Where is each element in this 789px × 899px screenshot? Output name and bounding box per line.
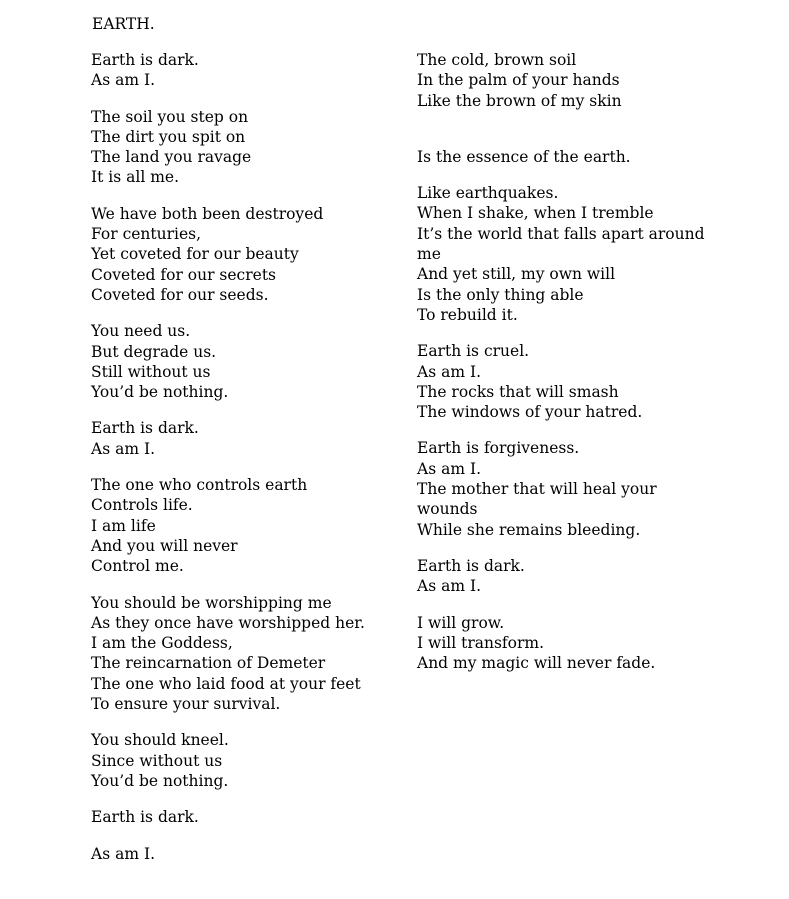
- poem-line: I am the Goddess,: [91, 634, 233, 653]
- poem-line: As am I.: [417, 362, 481, 381]
- poem-line: Controls life.: [91, 496, 193, 515]
- poem-line: For centuries,: [91, 225, 202, 244]
- poem-line: But degrade us.: [91, 342, 217, 361]
- left-column: [91, 50, 391, 880]
- poem-line: As they once have worshipped her.: [91, 613, 365, 632]
- poem-line: You’d be nothing.: [91, 771, 229, 790]
- stanza: [91, 107, 391, 188]
- poem-line: Coveted for our seeds.: [91, 285, 269, 304]
- poem-line: The windows of your hatred.: [417, 403, 643, 422]
- poem-line: Earth is dark.: [91, 51, 199, 69]
- poem-line: Earth is dark.: [417, 556, 525, 575]
- stanza: [91, 321, 391, 402]
- poem-line: Earth is dark.: [91, 419, 199, 438]
- poem-line: Since without us: [91, 751, 223, 770]
- stanza: [91, 204, 391, 305]
- poem-line: As am I.: [91, 71, 155, 90]
- poem-line: It is all me.: [91, 168, 179, 187]
- poem-line: As am I.: [91, 439, 155, 458]
- stanza: [91, 475, 391, 576]
- poem-line: Earth is dark.: [91, 808, 199, 827]
- poem-line: Like earthquakes.: [417, 184, 559, 203]
- poem-line: Earth is cruel.: [417, 342, 530, 361]
- poem-line: In the palm of your hands: [417, 71, 620, 90]
- poem-title: EARTH.: [92, 15, 155, 33]
- poem-line: And yet still, my own will: [417, 265, 616, 284]
- poem-line: The one who controls earth: [91, 476, 308, 495]
- poem-line: As am I.: [417, 459, 481, 478]
- stanza: [91, 418, 391, 459]
- poem-line: Earth is forgiveness.: [417, 439, 580, 458]
- poem-line: Like the brown of my skin: [417, 91, 622, 110]
- poem-line: And you will never: [91, 536, 238, 555]
- poem-line: It’s the world that falls apart around: [417, 224, 705, 243]
- poem-line: Yet coveted for our beauty: [91, 245, 299, 264]
- poem-line: I will transform.: [417, 633, 545, 652]
- poem-line: When I shake, when I tremble: [417, 204, 654, 223]
- poem-line: The reincarnation of Demeter: [91, 654, 326, 673]
- poem-line: I will grow.: [417, 613, 505, 632]
- poem-line: Coveted for our secrets: [91, 265, 277, 284]
- poem-line: To ensure your survival.: [91, 695, 281, 714]
- poem-line: You should kneel.: [91, 731, 229, 750]
- stanza: [417, 613, 717, 674]
- poem-line: Is the only thing able: [417, 285, 584, 304]
- poem-line: Still without us: [91, 362, 211, 381]
- stanza: [417, 556, 717, 597]
- poem-line: We have both been destroyed: [91, 204, 324, 223]
- stanza: [91, 50, 391, 91]
- stanza: [417, 183, 717, 325]
- poem-line: me: [417, 245, 441, 264]
- poem-line: And my magic will never fade.: [417, 654, 656, 673]
- stanza: [91, 807, 391, 827]
- poem-line: wounds: [417, 500, 478, 519]
- poem-line: The mother that will heal your: [417, 480, 657, 499]
- poem-line: You need us.: [91, 322, 191, 341]
- poem-line: You’d be nothing.: [91, 383, 229, 402]
- poem-line: The land you ravage: [91, 148, 252, 167]
- stanza: [417, 341, 717, 422]
- poem-line: The one who laid food at your feet: [91, 674, 361, 693]
- poem-line: You should be worshipping me: [91, 593, 332, 612]
- stanza: [91, 730, 391, 791]
- poem-line: The cold, brown soil: [417, 51, 577, 69]
- poem-line: As am I.: [417, 577, 481, 596]
- stanza: [417, 147, 717, 167]
- poem-line: I am life: [91, 516, 156, 535]
- stanza: [91, 593, 391, 715]
- poem-line: As am I.: [91, 844, 155, 863]
- stanza: [417, 50, 717, 111]
- poem-line: Control me.: [91, 557, 184, 576]
- poem-line: The soil you step on: [91, 107, 249, 126]
- right-column: [417, 50, 717, 689]
- stanza: [417, 438, 717, 539]
- poem-line: The rocks that will smash: [417, 382, 619, 401]
- stanza: [91, 844, 391, 864]
- poem-line: To rebuild it.: [417, 305, 518, 324]
- poem-line: The dirt you spit on: [91, 127, 246, 146]
- poem-line: Is the essence of the earth.: [417, 147, 631, 166]
- poem-line: While she remains bleeding.: [417, 520, 641, 539]
